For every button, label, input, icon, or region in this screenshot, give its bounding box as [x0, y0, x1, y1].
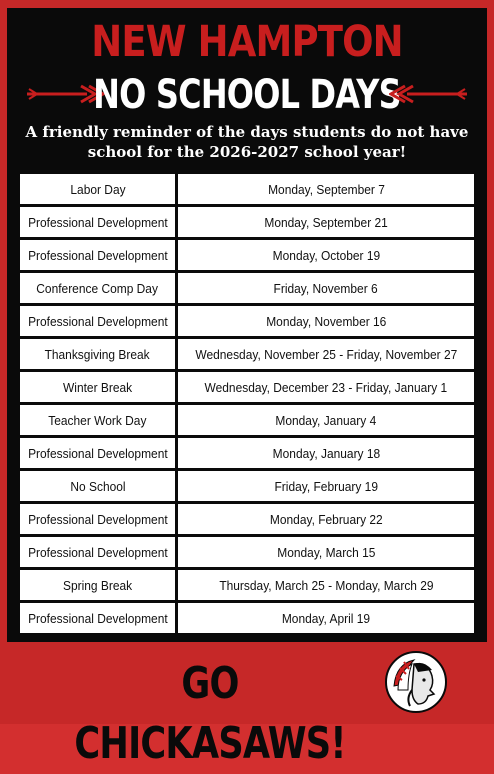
schedule-date: Wednesday, December 23 - Friday, January 1: [204, 379, 448, 395]
schedule-date-cell: [178, 207, 474, 237]
schedule-date: Wednesday, November 25 - Friday, November 27: [195, 346, 457, 362]
schedule-row: [20, 438, 474, 468]
schedule-row: [20, 603, 474, 633]
schedule-date: Monday, January 4: [275, 412, 377, 428]
schedule-event: No School: [69, 478, 126, 494]
schedule-event: Thanksgiving Break: [44, 346, 151, 362]
schedule-date-cell: [178, 570, 474, 600]
schedule-date: Monday, September 21: [264, 214, 388, 230]
schedule-event-cell: [20, 570, 175, 600]
schedule-event-cell: [20, 240, 175, 270]
schedule-event-cell: [20, 174, 175, 204]
schedule-row: [20, 306, 474, 336]
schedule-date: Monday, February 22: [269, 511, 383, 527]
footer-slogan: GO CHICKASAWS!: [74, 658, 346, 769]
schedule-event-cell: [20, 504, 175, 534]
schedule-row: [20, 504, 474, 534]
main-panel: [7, 8, 487, 642]
schedule-event-cell: [20, 339, 175, 369]
schedule-date: Monday, April 19: [281, 610, 371, 626]
schedule-date: Monday, November 16: [265, 313, 387, 329]
schedule-row: [20, 240, 474, 270]
schedule-row: [20, 471, 474, 501]
schedule-event: Labor Day: [69, 181, 126, 197]
schedule-date: Friday, February 19: [274, 478, 378, 494]
schedule-event-cell: [20, 372, 175, 402]
title-line1: NEW HAMPTON: [91, 17, 403, 67]
schedule-event: Professional Development: [27, 214, 168, 230]
schedule-event: Professional Development: [27, 247, 168, 263]
schedule-event-cell: [20, 306, 175, 336]
schedule-date: Monday, October 19: [272, 247, 380, 263]
schedule-event-cell: [20, 438, 175, 468]
schedule-date: Monday, March 15: [276, 544, 376, 560]
schedule-date-cell: [178, 504, 474, 534]
schedule-event: Teacher Work Day: [48, 412, 147, 428]
schedule-date-cell: [178, 240, 474, 270]
schedule-row: [20, 537, 474, 567]
schedule-date-cell: [178, 537, 474, 567]
schedule-date-cell: [178, 603, 474, 633]
title-line2-row: [7, 69, 487, 121]
schedule-event: Spring Break: [62, 577, 133, 593]
schedule-row: [20, 405, 474, 435]
subtitle: A friendly reminder of the days students do not have school for the 2026-2027 school year!: [25, 123, 469, 161]
schedule-date-cell: [178, 306, 474, 336]
schedule-event: Professional Development: [27, 445, 168, 461]
schedule-date: Monday, January 18: [272, 445, 380, 461]
schedule-event-cell: [20, 207, 175, 237]
schedule-event: Winter Break: [62, 379, 133, 395]
schedule-date: Thursday, March 25 - Monday, March 29: [218, 577, 434, 593]
schedule-date-cell: [178, 273, 474, 303]
schedule-event: Professional Development: [27, 544, 168, 560]
schedule-event-cell: [20, 273, 175, 303]
schedule-date-cell: [178, 174, 474, 204]
schedule-row: [20, 273, 474, 303]
footer: [0, 644, 494, 769]
schedule-event-cell: [20, 603, 175, 633]
schedule-event-cell: [20, 405, 175, 435]
schedule-date: Friday, November 6: [273, 280, 379, 296]
schedule-row: [20, 372, 474, 402]
schedule-event-cell: [20, 537, 175, 567]
schedule-row: [20, 174, 474, 204]
schedule-row: [20, 207, 474, 237]
schedule-date: Monday, September 7: [267, 181, 385, 197]
title-line2: NO SCHOOL DAYS: [93, 72, 401, 118]
schedule-table: [17, 171, 477, 636]
arrow-left-icon: [389, 83, 469, 105]
schedule-row: [20, 570, 474, 600]
chickasaw-mascot-logo-icon: [384, 650, 448, 714]
schedule-event-cell: [20, 471, 175, 501]
schedule-date-cell: [178, 438, 474, 468]
schedule-date-cell: [178, 471, 474, 501]
schedule-event: Conference Comp Day: [36, 280, 159, 296]
schedule-event: Professional Development: [27, 610, 168, 626]
schedule-event: Professional Development: [27, 511, 168, 527]
schedule-date-cell: [178, 405, 474, 435]
schedule-event: Professional Development: [27, 313, 168, 329]
schedule-date-cell: [178, 339, 474, 369]
schedule-row: [20, 339, 474, 369]
schedule-date-cell: [178, 372, 474, 402]
